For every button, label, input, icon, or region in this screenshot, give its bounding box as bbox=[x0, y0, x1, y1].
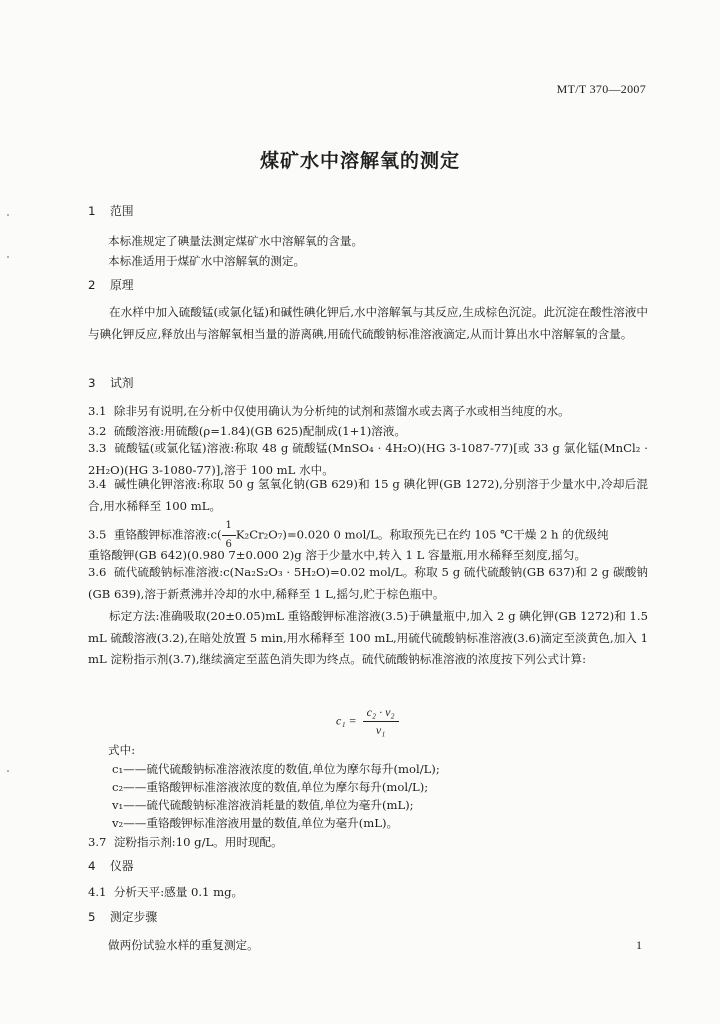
paragraph: 本标准规定了碘量法测定煤矿水中溶解氧的含量。 bbox=[108, 234, 364, 248]
section-number: 2 bbox=[88, 278, 96, 292]
section-title: 试剂 bbox=[110, 376, 134, 390]
clause-number: 3.5 bbox=[88, 527, 107, 542]
clause-text: 硫酸溶液:用硫酸(ρ=1.84)(GB 625)配制成(1+1)溶液。 bbox=[113, 424, 406, 438]
clause-number: 3.3 bbox=[88, 441, 107, 455]
section-4-heading bbox=[88, 858, 134, 874]
clause-text: 重铬酸钾标准溶液:c( bbox=[113, 527, 222, 542]
fraction-denominator: 6 bbox=[225, 539, 232, 550]
clause-text: 分析天平:感量 0.1 mg。 bbox=[113, 885, 244, 899]
section-title: 测定步骤 bbox=[110, 910, 158, 924]
section-title: 原理 bbox=[110, 278, 134, 292]
chemical-formula: K₂Cr₂O₇ bbox=[235, 527, 283, 542]
clause-text: 硫酸锰(或氯化锰)溶液:称取 48 g 硫酸锰(MnSO₄ · 4H₂O)(HG 3-1087-77)[或 33 g 氯化锰(MnCl₂ · 2H₂O)(HG 3-1080-77)],溶于 100 mL 水中。 bbox=[88, 441, 648, 477]
section-3-heading bbox=[88, 375, 134, 391]
clause-3-6 bbox=[88, 562, 648, 605]
clause-3-2 bbox=[88, 423, 406, 439]
clause-number: 3.4 bbox=[88, 477, 107, 491]
section-title: 范围 bbox=[110, 204, 134, 218]
section-number: 5 bbox=[88, 910, 96, 924]
clause-number: 3.2 bbox=[88, 424, 107, 438]
clause-number: 3.6 bbox=[88, 565, 107, 579]
formula-lhs: c₁ = bbox=[336, 713, 357, 728]
clause-text: 碱性碘化钾溶液:称取 50 g 氢氧化钠(GB 629)和 15 g 碘化钾(GB 1272),分别溶于少量水中,冷却后混合,用水稀释至 100 mL。 bbox=[88, 477, 648, 513]
fraction-numerator: 1 bbox=[222, 518, 236, 536]
formula-denominator: v₁ bbox=[375, 723, 386, 737]
clause-number: 4.1 bbox=[88, 885, 107, 899]
section-number: 3 bbox=[88, 376, 96, 390]
scan-speck bbox=[7, 770, 9, 772]
definition-v2: v₂——重铬酸钾标准溶液用量的数值,单位为毫升(mL)。 bbox=[112, 816, 399, 830]
scan-speck bbox=[7, 256, 9, 258]
standard-code: MT/T 370—2007 bbox=[556, 82, 646, 96]
section-number: 4 bbox=[88, 859, 96, 873]
section-1-heading bbox=[88, 203, 134, 219]
document-title: 煤矿水中溶解氧的测定 bbox=[259, 150, 460, 172]
paragraph: 本标准适用于煤矿水中溶解氧的测定。 bbox=[108, 254, 306, 268]
section-number: 1 bbox=[88, 204, 96, 218]
definition-v1: v₁——硫代硫酸钠标准溶液消耗量的数值,单位为毫升(mL); bbox=[112, 798, 414, 812]
clause-3-1 bbox=[88, 403, 570, 419]
section-title: 仪器 bbox=[110, 859, 134, 873]
calibration-paragraph: 标定方法:准确吸取(20±0.05)mL 重铬酸钾标准溶液(3.5)于碘量瓶中,加入 2 g 碘化钾(GB 1272)和 1.5 mL 硫酸溶液(3.2),在暗处放置 5 min,用水稀释至 100 mL,用硫代硫酸钠标准溶液(3.6)滴定至淡黄色,加入 1 mL 淀粉指示剂(3.7),继续滴定至蓝色消失即为终点。硫代硫酸钠标准溶液的浓度按下列公式计算: bbox=[88, 609, 648, 666]
section-2-heading bbox=[88, 277, 134, 293]
clause-3-5-continued: 重铬酸钾(GB 642)(0.980 7±0.000 2)g 溶于少量水中,转入 1 L 容量瓶,用水稀释至刻度,摇匀。 bbox=[88, 548, 587, 562]
clause-3-7 bbox=[88, 834, 283, 850]
section-5-heading bbox=[88, 909, 157, 925]
definition-c1: c₁——硫代硫酸钠标准溶液浓度的数值,单位为摩尔每升(mol/L); bbox=[112, 762, 440, 776]
clause-text: 淀粉指示剂:10 g/L。用时现配。 bbox=[113, 835, 283, 849]
concentration-formula bbox=[336, 705, 399, 738]
page-number: 1 bbox=[636, 938, 642, 952]
principle-paragraph: 在水样中加入硫酸锰(或氯化锰)和碱性碘化钾后,水中溶解氧与其反应,生成棕色沉淀。此沉淀在酸性溶液中与碘化钾反应,释放出与溶解氧相当量的游离碘,用硫代硫酸钠标准溶液滴定,从而计算出水中溶解氧的含量。 bbox=[88, 305, 648, 341]
formula-numerator: c₂ · v₂ bbox=[363, 705, 399, 722]
clause-4-1 bbox=[88, 884, 243, 900]
clause-number: 3.7 bbox=[88, 835, 107, 849]
clause-text: 硫代硫酸钠标准溶液:c(Na₂S₂O₃ · 5H₂O)=0.02 mol/L。称取 5 g 硫代硫酸钠(GB 637)和 2 g 碳酸钠(GB 639),溶于新煮沸并冷却的水中,稀释至 1 L,摇匀,贮于棕色瓶中。 bbox=[88, 565, 648, 601]
paragraph: 做两份试验水样的重复测定。 bbox=[108, 938, 259, 952]
formula-fraction bbox=[363, 705, 399, 738]
scan-speck bbox=[7, 214, 9, 216]
clause-3-4 bbox=[88, 474, 648, 517]
clause-text: 除非另有说明,在分析中仅使用确认为分析纯的试剂和蒸馏水或去离子水或相当纯度的水。 bbox=[113, 404, 570, 418]
clause-text: )=0.020 0 mol/L。称取预先已在约 105 ℃干燥 2 h 的优级纯 bbox=[282, 527, 609, 542]
where-label: 式中: bbox=[108, 743, 136, 757]
clause-number: 3.1 bbox=[88, 404, 107, 418]
definition-c2: c₂——重铬酸钾标准溶液浓度的数值,单位为摩尔每升(mol/L); bbox=[112, 780, 429, 794]
